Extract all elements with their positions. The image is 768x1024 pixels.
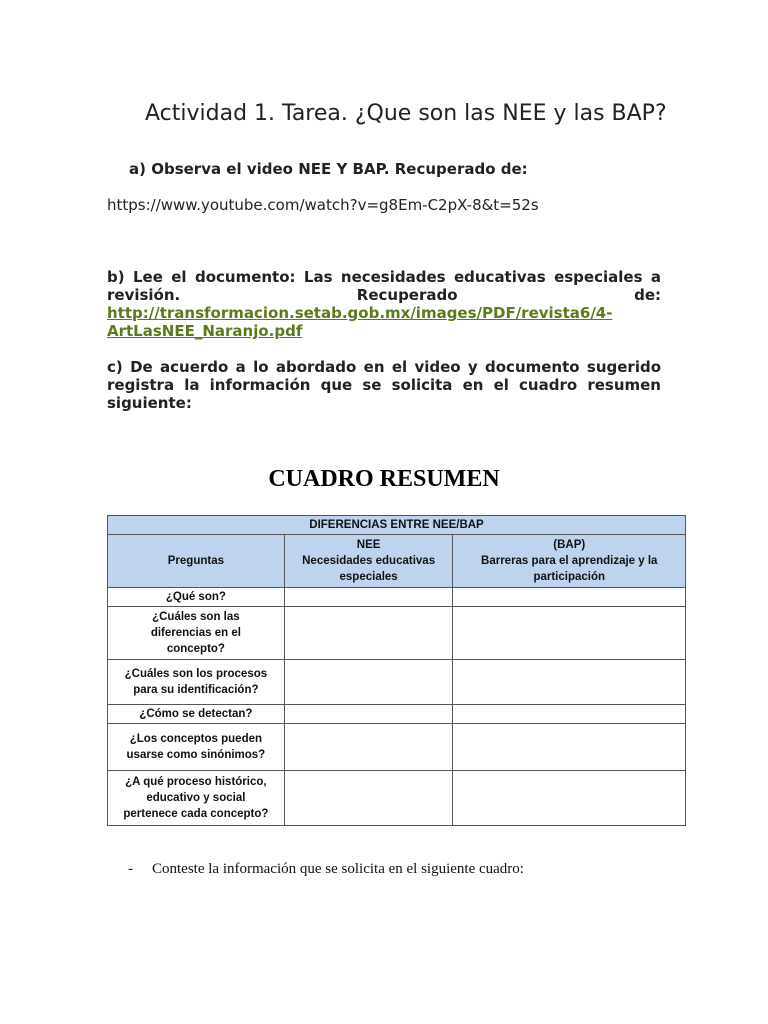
table-header-row (108, 535, 686, 588)
table-row (108, 660, 686, 705)
header-nee (284, 535, 453, 588)
table-row (108, 705, 686, 724)
nee-answer-cell[interactable] (284, 705, 453, 724)
video-url[interactable]: https://www.youtube.com/watch?v=g8Em-C2pX-8&t=52s (107, 196, 539, 214)
bap-answer-cell[interactable] (453, 724, 686, 771)
bap-answer-cell[interactable] (453, 660, 686, 705)
table-row (108, 724, 686, 771)
question-cell: ¿Qué son? (108, 588, 285, 607)
question-cell: ¿Cómo se detectan? (108, 705, 285, 724)
table-caption-row (108, 516, 686, 535)
item-b-text: b) Lee el documento: Las necesidades educativas especiales a revisión. Recuperado de: (107, 268, 661, 304)
nee-answer-cell[interactable] (284, 724, 453, 771)
nee-answer-cell[interactable] (284, 588, 453, 607)
bullet-text: Conteste la información que se solicita en el siguiente cuadro: (152, 861, 524, 877)
bap-answer-cell[interactable] (453, 705, 686, 724)
item-c-text: c) De acuerdo a lo abordado en el video y documento sugerido registra la información que se solicita en el cuadro resumen siguiente: (107, 358, 661, 412)
header-bap-abbr: (BAP) (553, 539, 586, 551)
question-cell: ¿Cuáles son las diferencias en el concepto? (108, 607, 285, 660)
bullet-dash: - (128, 861, 133, 877)
instruction-bullet (128, 861, 524, 878)
question-cell: ¿Los conceptos pueden usarse como sinónimos? (108, 724, 285, 771)
question-cell: ¿Cuáles son los procesos para su identificación? (108, 660, 285, 705)
table-caption: DIFERENCIAS ENTRE NEE/BAP (108, 516, 686, 535)
header-bap (453, 535, 686, 588)
bap-answer-cell[interactable] (453, 588, 686, 607)
table-row (108, 607, 686, 660)
document-link[interactable]: http://transformacion.setab.gob.mx/images/PDF/revista6/4-ArtLasNEE_Naranjo.pdf (107, 304, 613, 340)
header-nee-abbr: NEE (356, 539, 381, 551)
item-b-paragraph (107, 268, 661, 340)
bap-answer-cell[interactable] (453, 607, 686, 660)
nee-answer-cell[interactable] (284, 607, 453, 660)
item-a-text: a) Observa el video NEE Y BAP. Recuperado de: (129, 160, 528, 178)
nee-answer-cell[interactable] (284, 771, 453, 826)
question-cell: ¿A qué proceso histórico, educativo y social pertenece cada concepto? (108, 771, 285, 826)
bap-answer-cell[interactable] (453, 771, 686, 826)
table-row (108, 588, 686, 607)
table-row (108, 771, 686, 826)
page-title: Actividad 1. Tarea. ¿Que son las NEE y las BAP? (145, 101, 667, 126)
summary-table (107, 515, 686, 826)
nee-answer-cell[interactable] (284, 660, 453, 705)
section-title: CUADRO RESUMEN (268, 466, 500, 492)
header-preguntas: Preguntas (108, 535, 285, 588)
header-bap-full: Barreras para el aprendizaje y la participación (481, 555, 658, 583)
header-nee-full: Necesidades educativas especiales (302, 555, 436, 583)
